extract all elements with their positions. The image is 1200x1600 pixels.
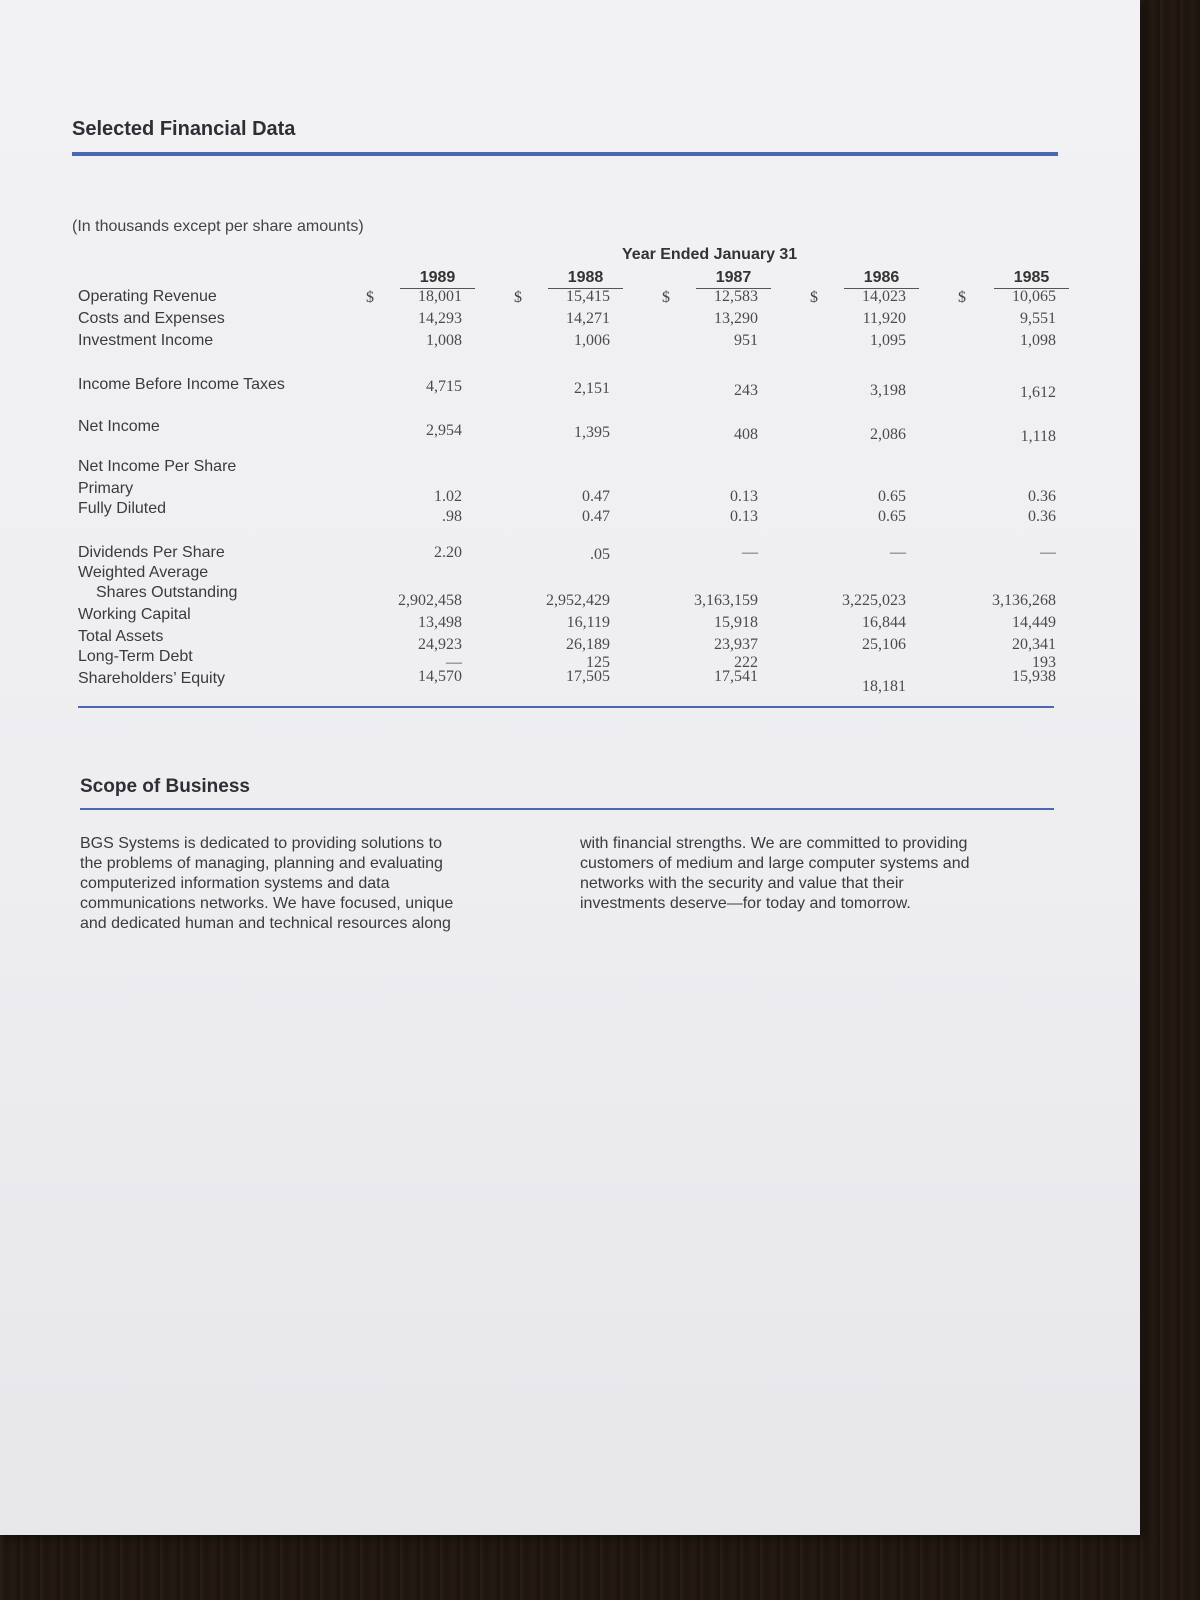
text-line: customers of medium and large computer systems and xyxy=(580,855,970,872)
table-cell: 9,551 xyxy=(1020,310,1056,327)
table-cell: 24,923 xyxy=(418,636,462,653)
table-cell: 12,583 xyxy=(714,288,758,305)
table-cell: 2,954 xyxy=(426,422,462,439)
table-cell: 0.36 xyxy=(1028,508,1056,525)
table-cell: 243 xyxy=(734,382,758,399)
table-cell: 0.65 xyxy=(878,488,906,505)
table-cell: 193 xyxy=(1032,654,1056,671)
table-cell: — xyxy=(890,544,906,561)
table-cell: 1.02 xyxy=(434,488,462,505)
row-label: Shares Outstanding xyxy=(96,584,238,601)
text-line: investments deserve—for today and tomorrow. xyxy=(580,895,911,912)
table-cell: 25,106 xyxy=(862,636,906,653)
text-line: and dedicated human and technical resources along xyxy=(80,915,451,932)
text-line: the problems of managing, planning and evaluating xyxy=(80,855,443,872)
year-column-header: 1989 xyxy=(400,268,475,289)
table-cell: 14,271 xyxy=(566,310,610,327)
table-cell: 0.47 xyxy=(582,488,610,505)
table-cell: 20,341 xyxy=(1012,636,1056,653)
text-line: networks with the security and value that their xyxy=(580,875,904,892)
row-label: Net Income Per Share xyxy=(78,458,237,475)
dollar-sign: $ xyxy=(810,289,818,306)
financial-data-title: Selected Financial Data xyxy=(72,118,296,140)
row-label: Operating Revenue xyxy=(78,288,217,305)
table-cell: 13,498 xyxy=(418,614,462,631)
table-cell: 0.13 xyxy=(730,508,758,525)
table-cell: — xyxy=(446,654,462,671)
table-cell: 15,415 xyxy=(566,288,610,305)
table-cell: 0.36 xyxy=(1028,488,1056,505)
table-cell: 18,001 xyxy=(418,288,462,305)
table-cell: 14,023 xyxy=(862,288,906,305)
table-cell: 1,095 xyxy=(870,332,906,349)
row-label: Total Assets xyxy=(78,628,164,645)
row-label: Dividends Per Share xyxy=(78,544,225,561)
table-cell: 951 xyxy=(734,332,758,349)
table-cell: 13,290 xyxy=(714,310,758,327)
text-line: BGS Systems is dedicated to providing solutions to xyxy=(80,835,442,852)
scope-paragraph-right xyxy=(580,834,970,914)
row-label: Fully Diluted xyxy=(78,500,167,517)
table-cell: 15,938 xyxy=(1012,668,1056,685)
table-bottom-rule xyxy=(78,706,1054,708)
year-column-header: 1988 xyxy=(548,268,623,289)
dollar-sign: $ xyxy=(662,289,670,306)
table-cell: 1,118 xyxy=(1020,428,1056,445)
table-cell: 15,918 xyxy=(714,614,758,631)
year-column-header: 1985 xyxy=(994,268,1069,289)
table-cell: 17,541 xyxy=(714,668,758,685)
table-cell: 1,395 xyxy=(574,424,610,441)
table-cell: 14,293 xyxy=(418,310,462,327)
row-label: Weighted Average xyxy=(78,564,209,581)
year-column-header: 1987 xyxy=(696,268,771,289)
row-label: Primary xyxy=(78,480,134,497)
table-cell: 1,612 xyxy=(1020,384,1056,401)
table-cell: 3,163,159 xyxy=(694,592,758,609)
table-cell: 16,844 xyxy=(862,614,906,631)
table-cell: 125 xyxy=(586,654,610,671)
table-cell: 2,952,429 xyxy=(546,592,610,609)
text-line: computerized information systems and data xyxy=(80,875,390,892)
row-label: Investment Income xyxy=(78,332,214,349)
table-cell: 14,449 xyxy=(1012,614,1056,631)
table-cell: 0.47 xyxy=(582,508,610,525)
title-rule xyxy=(72,152,1058,156)
table-cell: 3,225,023 xyxy=(842,592,906,609)
row-label: Income Before Income Taxes xyxy=(78,376,285,393)
table-cell: 2,902,458 xyxy=(398,592,462,609)
year-column-header: 1986 xyxy=(844,268,919,289)
table-cell: 2.20 xyxy=(434,544,462,561)
dollar-sign: $ xyxy=(366,289,374,306)
text-line: with financial strengths. We are committed to providing xyxy=(580,835,968,852)
units-note: (In thousands except per share amounts) xyxy=(72,218,364,235)
table-cell: 4,715 xyxy=(426,378,462,395)
table-cell: — xyxy=(742,544,758,561)
table-cell: 18,181 xyxy=(862,678,906,695)
table-cell: 14,570 xyxy=(418,668,462,685)
table-cell: 1,006 xyxy=(574,332,610,349)
table-cell: 10,065 xyxy=(1012,288,1056,305)
table-cell: 2,086 xyxy=(870,426,906,443)
dollar-sign: $ xyxy=(514,289,522,306)
table-cell: .05 xyxy=(590,546,610,563)
scope-of-business-title: Scope of Business xyxy=(80,776,250,797)
table-cell: 3,136,268 xyxy=(992,592,1056,609)
table-cell: 1,098 xyxy=(1020,332,1056,349)
row-label: Costs and Expenses xyxy=(78,310,225,327)
table-cell: 26,189 xyxy=(566,636,610,653)
table-cell: 3,198 xyxy=(870,382,906,399)
scope-paragraph-left xyxy=(80,834,453,934)
table-cell: 408 xyxy=(734,426,758,443)
table-cell: 2,151 xyxy=(574,380,610,397)
table-cell: .98 xyxy=(442,508,462,525)
table-cell: 17,505 xyxy=(566,668,610,685)
row-label: Net Income xyxy=(78,418,160,435)
row-label: Long-Term Debt xyxy=(78,648,193,665)
table-cell: 0.13 xyxy=(730,488,758,505)
row-label: Working Capital xyxy=(78,606,191,623)
row-label: Shareholders’ Equity xyxy=(78,670,226,687)
scope-rule xyxy=(80,808,1054,810)
table-cell: 11,920 xyxy=(862,310,906,327)
dollar-sign: $ xyxy=(958,289,966,306)
text-line: communications networks. We have focused, unique xyxy=(80,895,454,912)
table-cell: 0.65 xyxy=(878,508,906,525)
table-cell: 23,937 xyxy=(714,636,758,653)
table-cell: 16,119 xyxy=(566,614,610,631)
table-cell: — xyxy=(1040,544,1056,561)
table-cell: 1,008 xyxy=(426,332,462,349)
year-ended-header: Year Ended January 31 xyxy=(622,246,798,263)
table-cell: 222 xyxy=(734,654,758,671)
